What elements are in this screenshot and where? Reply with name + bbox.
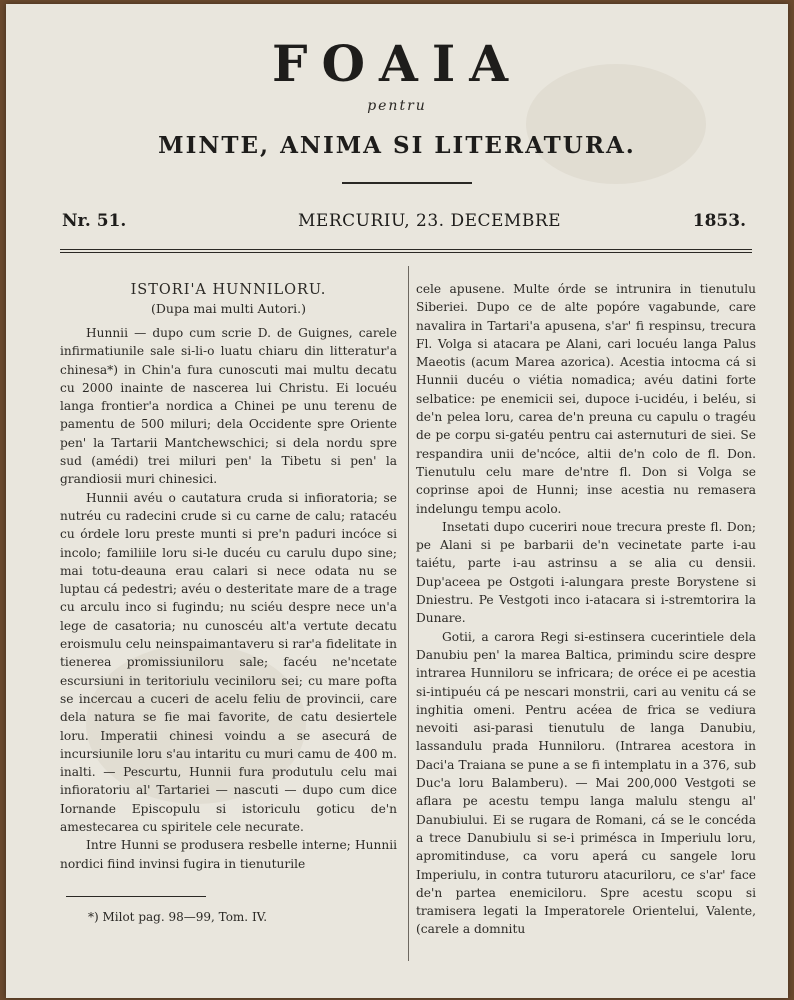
masthead-title: FOAIA: [271, 34, 523, 93]
right-column: [416, 280, 756, 939]
footnote-rule: [66, 896, 206, 897]
masthead-pentru: pentru: [367, 98, 427, 114]
article-paragraph: Insetati dupo cuceriri noue trecura preste fl. Don; pe Alani si pe barbarii de'n vecinetate parte i-au taiétu, parte i-au astrinsu a se alia cu densii. Dup'aceea pe Ostgoti i-alungara preste Borystene si Dniestru. Pe Vestgoti inco i-atacara si i-stremtorira la Dunare.: [416, 519, 756, 626]
article-source: (Dupa mai multi Autori.): [151, 301, 306, 316]
issue-number: Nr. 51.: [62, 211, 127, 231]
header-rule: [60, 249, 752, 253]
newspaper-page: [6, 4, 788, 998]
footnote: *) Milot pag. 98—99, Tom. IV.: [88, 910, 268, 924]
column-divider: [408, 266, 409, 961]
masthead-subtitle: MINTE, ANIMA SI LITERATURA.: [158, 132, 636, 159]
article-paragraph: Hunnii — dupo cum scrie D. de Guignes, carele infirmatiunile sale si-li-o luatu chiaru din litteratur'a chinesa*) in Chin'a fura cunoscuti mai multu decatu cu 2000 inainte de nascerea lui Christu. Ei locuéu langa frontier'a nordica a Chinei pe unu terenu de pamentu de 500 miluri; dela Occidente spre Oriente pen' la Tartarii Mantchewschici; si dela nordu spre sud (amédi) trei miluri pen' la Tibetu si pen' la grandiosii muri chinesici.: [60, 326, 397, 487]
article-paragraph: Gotii, a carora Regi si-estinsera cucerintiele dela Danubiu pen' la marea Baltica, primindu scire despre intrarea Hunniloru se infricara; de oréce ei pe acestia si-intipuéu cá pe nescari monstrii, cari au venitu cá se inghitia omeni. Pentru acéea de frica se vediura nevoiti asi-parasi tienutulu de langa Danubiu, lassandulu prada Hunniloru. (Intrarea acestora in Daci'a Traiana se pune a se fi intemplatu in a 376, sub Duc'a loru Balamberu). — Mai 200,000 Vestgoti se aflara pe acestu tempu langa malulu stengu al' Danubiului. Ei se rugara de Romani, cá se le concéda a trece Danubiulu si se-i primésca in Imperiulu loru, apromitinduse, ca voru aperá cu sangele loru Imperiulu, in contra tuturoru atacuriloru, ce s'ar' face de'n partea enemiciloru. Spre acestu scopu si tramisera legati la Imperatorele Orientelui, Valente, (carele a domnitu: [416, 629, 756, 937]
article-paragraph: Hunnii avéu o cautatura cruda si infioratoria; se nutréu cu radecini crude si cu carne de calu; ratacéu cu órdele loru preste munti si pre'n paduri incóce si incolo; familiile loru si-le ducéu cu carulu dupo sine; mai totu-deauna erau calari si nece odata nu se luptau cá pedestri; avéu o desteritate mare de a trage cu arculu inco si fugindu; nu sciéu despre nece un'a lege de casatoria; nu cunoscéu alt'a vertute decatu eroismulu celu neinspaimantaveru si rar'a fidelitate in tienerea promissiuniloru sale; facéu ne'ncetate escursiuni in teritoriulu veciniloru sei; cu mare pofta se incercau a cuceri de acelu feliu de provincii, care dela natura se fie mai favorite, de catu desiertele loru. Imperatii chinesi voindu a se asecurá de incursiunile loru s'au intaritu cu muri camu de 400 m. inalti. — Pescurtu, Hunnii fura produtulu celu mai infioratoriu al' Tartariei — nascuti — dupo cum dice Iornande Episcopulu si istoriculu goticu de'n amestecarea cu spiritele cele necurate.: [60, 490, 397, 835]
left-column: [60, 280, 397, 873]
masthead-divider: [342, 182, 472, 184]
article-paragraph: cele apusene. Multe órde se intrunira in tienutulu Siberiei. Dupo ce de alte popóre vagabunde, care navalira in Tartari'a apusena, s'ar' fi respinsu, trecura Fl. Volga si atacara pe Alani, cari locuéu langa Palus Maeotis (acum Marea azorica). Acestia intocma cá si Hunnii ducéu o viétia nomadica; avéu datini forte selbatice: pe enemicii sei, dupoce i-ucidéu, i beléu, si de'n pelea loru, carea de'n preuna cu capulu o tragéu de pe corpu si-gatéu pentru cai asternuturi de siei. Se respandira unii de'ncóce, altii de'n colo de fl. Don. Tienutulu celu mare de'ntre fl. Don si Volga se coprinse apoi de Hunni; inse acestia nu remasera indelungu tempu acolo.: [416, 282, 756, 516]
article-title: ISTORI'A HUNNILORU.: [130, 282, 327, 298]
article-paragraph: Intre Hunni se produsera resbelle interne; Hunnii nordici fiind invinsi fugira in tienuturile: [60, 838, 397, 871]
issue-year: 1853.: [692, 211, 746, 231]
issue-date: MERCURIU, 23. DECEMBRE: [298, 211, 562, 231]
